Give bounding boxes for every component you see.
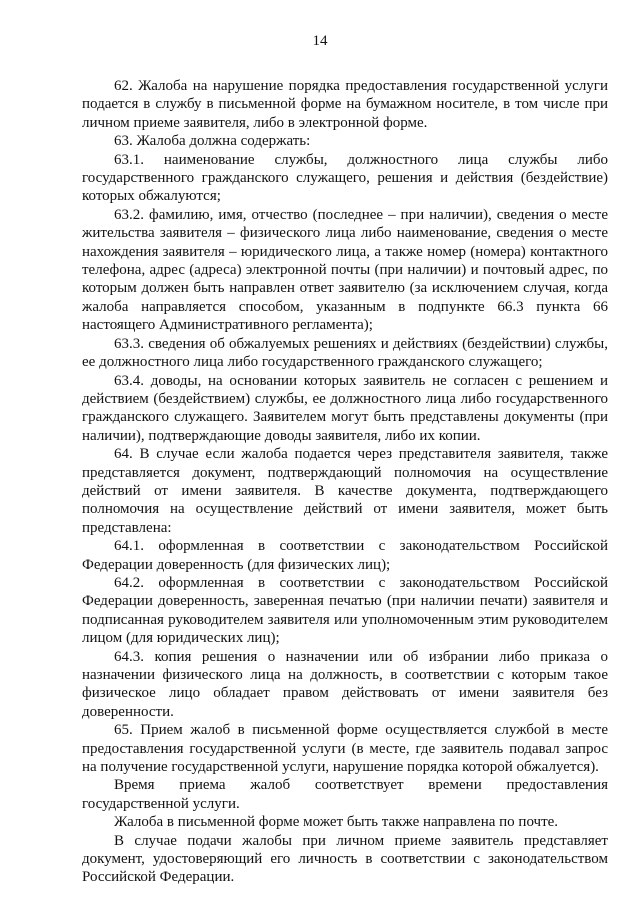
paragraph-63: 63. Жалоба должна содержать: [114,133,311,150]
paragraph-65-time: Время приема жалоб соответствует времени предоставления государственной услуги. [82,777,608,812]
paragraph-64-1: 64.1. оформленная в соответствии с законодательством Российской Федерации доверенность (для физических лиц); [82,538,608,573]
paragraph-64-2: 64.2. оформленная в соответствии с законодательством Российской Федерации доверенность, заверенная печатью (при наличии печати) заявителя и подписанная руководителем заявителя или уполномоченным этим руководителем лицом (для юридических лиц); [82,574,608,647]
paragraph-64-3: 64.3. копия решения о назначении или об избрании либо приказа о назначении физического лица на должность, в соответствии с которым такое физическое лицо обладает правом действовать от имени заявителя без доверенности. [82,648,608,720]
paragraph-63-2: 63.2. фамилию, имя, отчество (последнее – при наличии), сведения о месте жительства заявителя – физического лица либо наименование, сведения о месте нахождения заявителя – юридического лица, а также номер (номера) контактного телефона, адрес (адреса) электронной почты (при наличии) и почтовый адрес, по которым должен быть направлен ответ заявителю (за исключением случая, когда жалоба направляется способом, указанным в подпункте 66.3 пункта 66 настоящего Административного регламента); [82,206,608,334]
document-body [82,77,608,887]
paragraph-62: 62. Жалоба на нарушение порядка предоставления государственной услуги подается в службу в письменной форме на бумажном носителе, в том числе при личном приеме заявителя, либо в электронной форме. [82,78,608,131]
paragraph-64: 64. В случае если жалоба подается через представителя заявителя, также представляется документ, подтверждающий полномочия на осуществление действий от имени заявителя. В качестве документа, подтверждающего полномочия на осуществление действий от имени заявителя, может быть представлена: [82,446,608,536]
paragraph-65-mail: Жалоба в письменной форме может быть также направлена по почте. [114,814,559,831]
paragraph-63-3: 63.3. сведения об обжалуемых решениях и действиях (бездействии) службы, ее должностного лица либо государственного гражданского служащего; [82,335,608,371]
page-number: 14 [312,33,328,49]
paragraph-63-4: 63.4. доводы, на основании которых заявитель не согласен с решением и действием (бездействием) службы, ее должностного лица либо государственного гражданского служащего. Заявителем могут быть представлены документы (при наличии), подтверждающие доводы заявителя, либо их копии. [82,372,608,444]
paragraph-65-personal: В случае подачи жалобы при личном приеме заявитель представляет документ, удостоверяющий его личность в соответствии с законодательством Российской Федерации. [82,832,608,886]
paragraph-63-1: 63.1. наименование службы, должностного лица службы либо государственного гражданского служащего, решения и действия (бездействие) которых обжалуются; [82,151,608,205]
paragraph-65: 65. Прием жалоб в письменной форме осуществляется службой в месте предоставления государственной услуги (в месте, где заявитель подавал запрос на получение государственной услуги, нарушение порядка которой обжалуется). [82,722,608,776]
